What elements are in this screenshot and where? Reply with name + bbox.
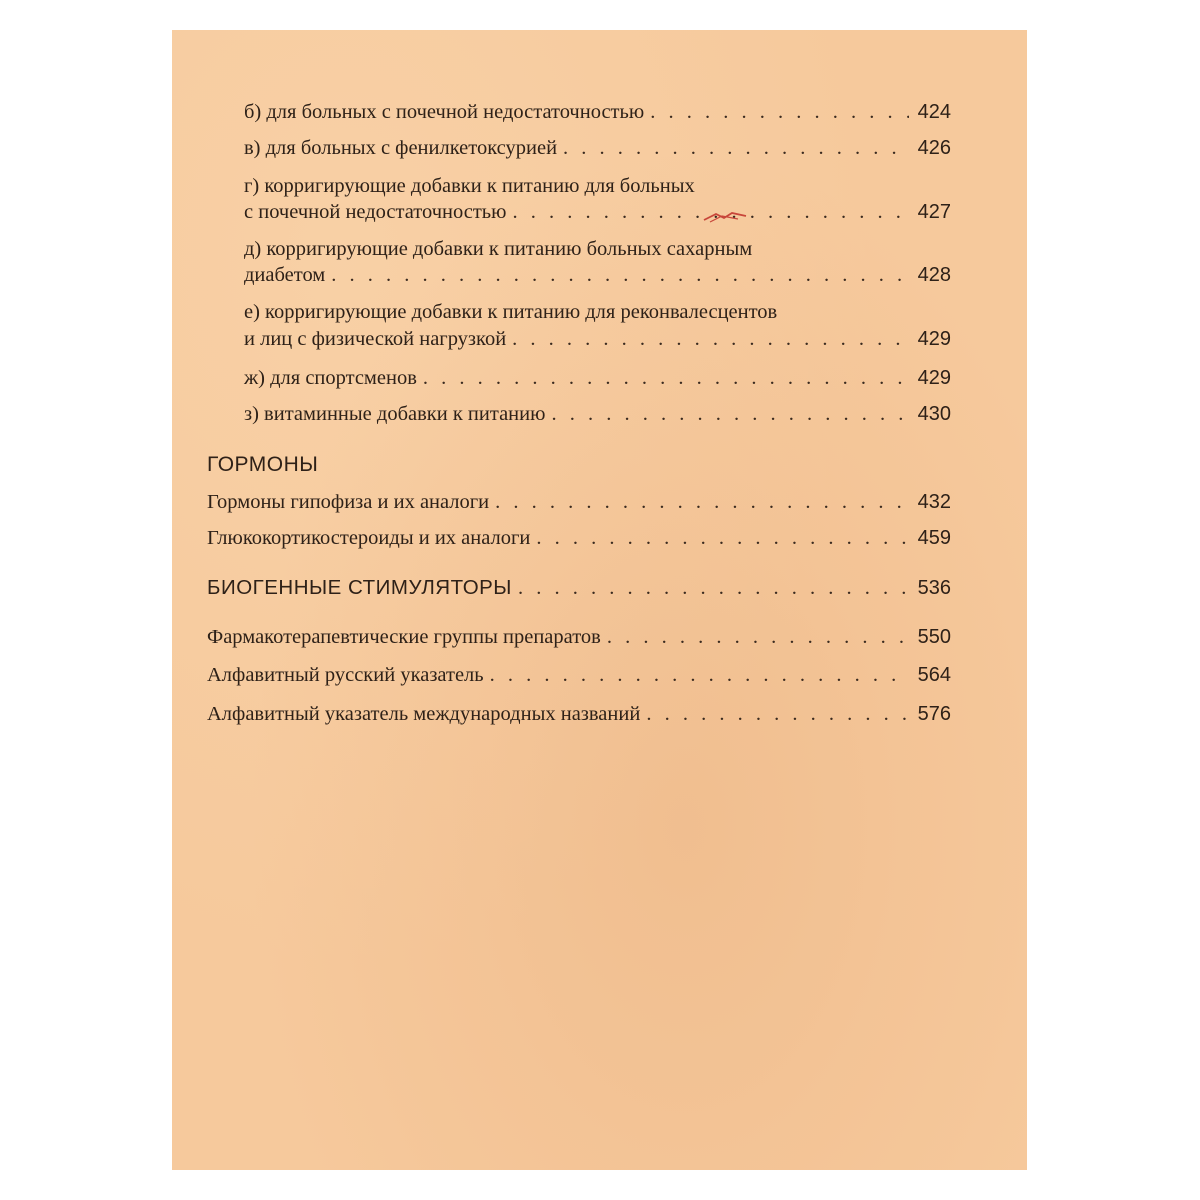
toc-entry-title: диабетом	[244, 264, 326, 286]
toc-entry-title: ж) для спортсменов	[244, 367, 417, 389]
toc-entry-title: Глюкокортикостероиды и их аналоги	[207, 527, 531, 549]
toc-entry	[244, 98, 951, 126]
dot-leader	[331, 261, 909, 289]
toc-entry-page: 564	[917, 664, 951, 686]
toc-entry-page: 427	[917, 201, 951, 223]
toc-entry	[207, 623, 951, 651]
toc-entry	[244, 325, 951, 353]
toc-entry-page: 550	[917, 626, 951, 648]
toc-entry-title: б) для больных с почечной недостаточностью	[244, 101, 645, 123]
dot-leader	[563, 134, 909, 162]
toc-entry-title: Алфавитный русский указатель	[207, 664, 484, 686]
toc-entry-page: 536	[917, 577, 951, 599]
toc-entry-title: Фармакотерапевтические группы препаратов	[207, 626, 601, 648]
toc-entry-first-line: е) корригирующие добавки к питанию для реконвалесцентов	[244, 301, 778, 323]
toc-entry	[244, 134, 951, 162]
dot-leader	[495, 488, 909, 516]
toc-entry-page: 432	[917, 491, 951, 513]
toc-entry-title: Гормоны гипофиза и их аналоги	[207, 491, 490, 513]
book-page	[172, 30, 1027, 1170]
toc-entry	[244, 400, 951, 428]
toc-section-entry	[207, 574, 951, 602]
toc-entry-page: 430	[917, 403, 951, 425]
toc-entry-page: 429	[917, 367, 951, 389]
dot-leader	[490, 661, 909, 689]
dot-leader	[551, 400, 909, 428]
toc-entry-title: и лиц с физической нагрузкой	[244, 328, 507, 350]
toc-entry-first-line: д) корригирующие добавки к питанию больных сахарным	[244, 238, 753, 260]
dot-leader	[650, 98, 909, 126]
toc-section-title: БИОГЕННЫЕ СТИМУЛЯТОРЫ	[207, 576, 512, 599]
toc-entry-page: 426	[917, 137, 951, 159]
dot-leader	[536, 524, 909, 552]
toc-entry-page: 459	[917, 527, 951, 549]
dot-leader	[423, 364, 909, 392]
toc-entry-page: 576	[917, 703, 951, 725]
toc-entry-page: 429	[917, 328, 951, 350]
toc-entry	[207, 700, 951, 728]
dot-leader	[607, 623, 909, 651]
toc-entry-title: в) для больных с фенилкетоксурией	[244, 137, 558, 159]
toc-entry-page: 424	[917, 101, 951, 123]
dot-leader	[512, 325, 909, 353]
toc-entry-title: с почечной недостаточностью	[244, 201, 507, 223]
toc-entry-first-line: г) корригирующие добавки к питанию для больных	[244, 175, 695, 197]
toc-entry-title: Алфавитный указатель международных названий	[207, 703, 641, 725]
toc-entry-title: з) витаминные добавки к питанию	[244, 403, 546, 425]
pen-mark	[702, 210, 748, 224]
toc-entry	[207, 524, 951, 552]
dot-leader	[646, 700, 909, 728]
toc-entry	[207, 661, 951, 689]
toc-entry-page: 428	[917, 264, 951, 286]
toc-entry	[244, 198, 951, 226]
dot-leader	[518, 574, 909, 602]
section-heading-hormones: ГОРМОНЫ	[207, 453, 319, 476]
toc-entry	[244, 261, 951, 289]
toc-entry	[244, 364, 951, 392]
toc-entry	[207, 488, 951, 516]
